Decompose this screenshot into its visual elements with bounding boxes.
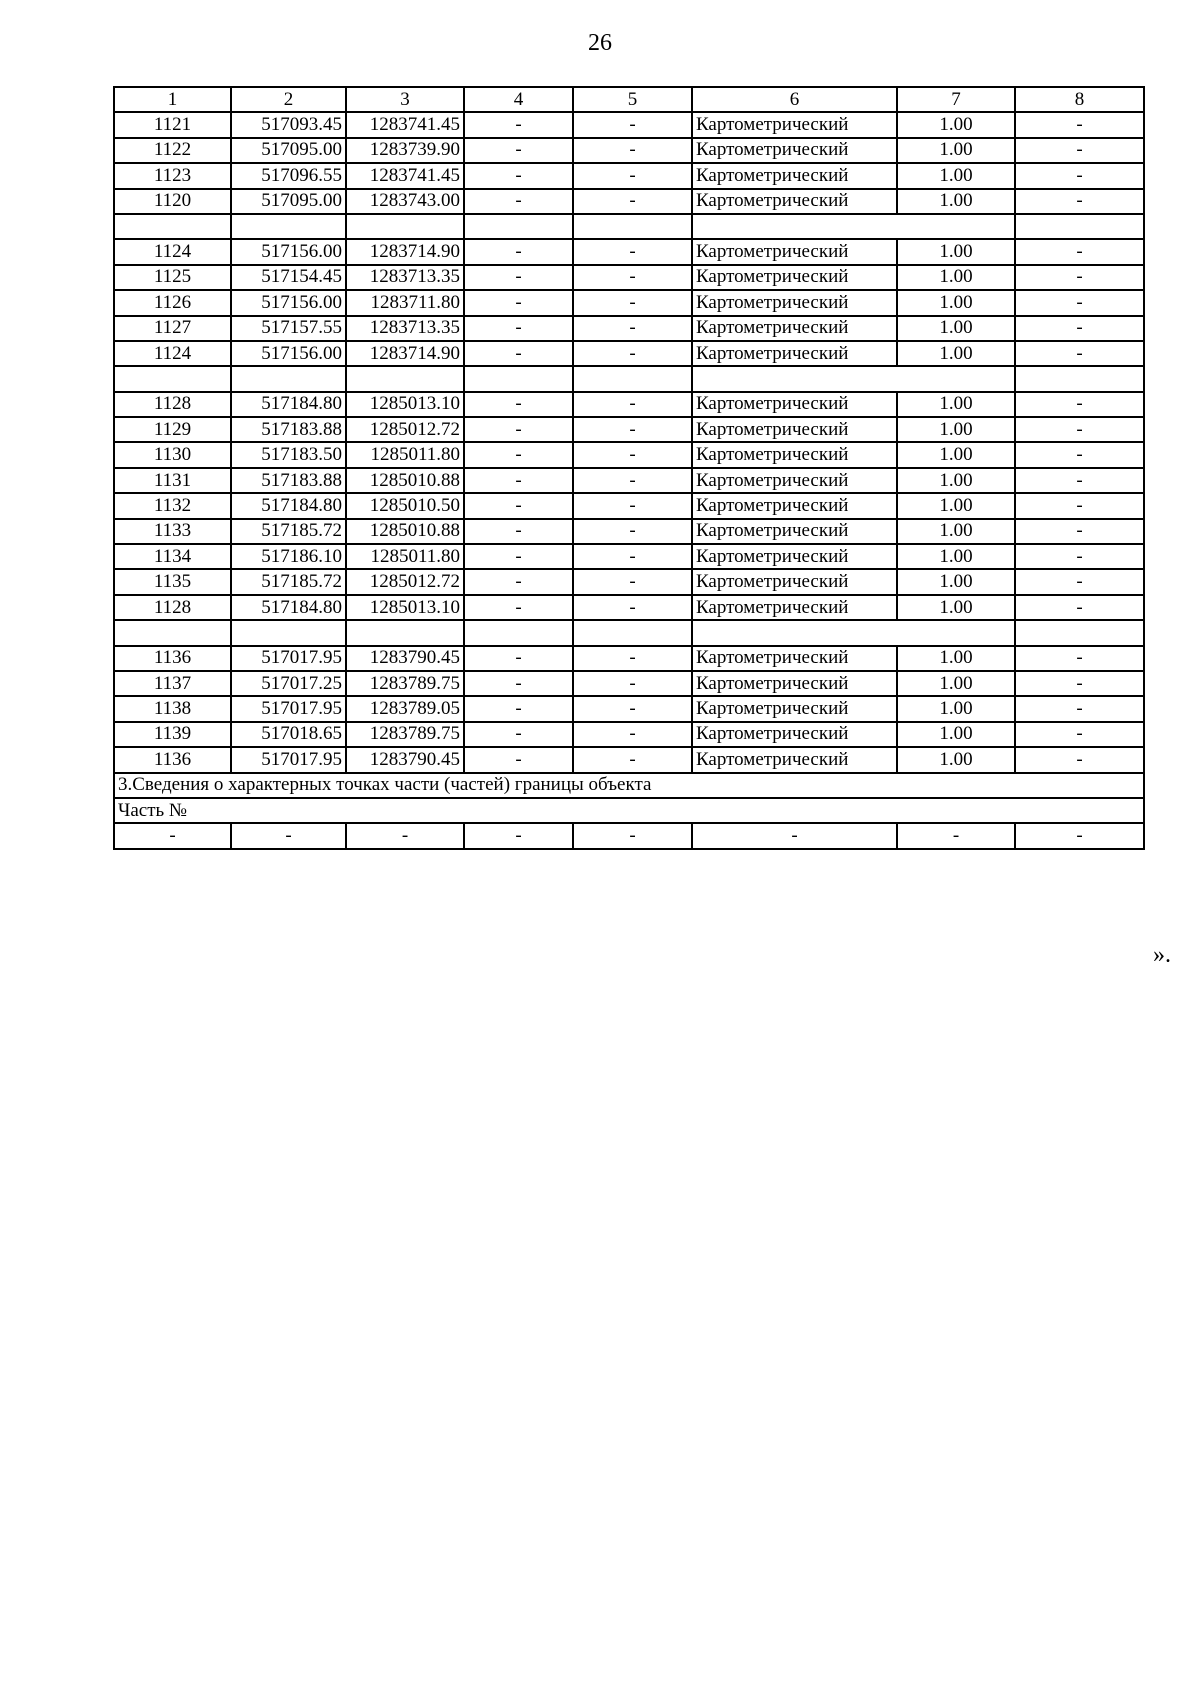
x-coordinate: 517183.88 [231,468,346,493]
table-row [114,417,1144,442]
accuracy: 1.00 [897,544,1015,569]
col-4: - [464,163,573,188]
accuracy: 1.00 [897,519,1015,544]
col-5: - [573,646,692,671]
col-5: - [573,595,692,620]
col-8: - [1015,189,1144,214]
y-coordinate: 1283711.80 [346,290,464,315]
empty-value-cell: - [346,823,464,848]
col-8: - [1015,671,1144,696]
point-number: 1126 [114,290,231,315]
method: Картометрический [692,493,897,518]
empty-cell [464,366,573,391]
table-row [114,138,1144,163]
empty-cell [573,620,692,645]
empty-cell [464,620,573,645]
y-coordinate: 1283713.35 [346,265,464,290]
method: Картометрический [692,138,897,163]
x-coordinate: 517185.72 [231,519,346,544]
y-coordinate: 1283739.90 [346,138,464,163]
x-coordinate: 517183.88 [231,417,346,442]
x-coordinate: 517156.00 [231,239,346,264]
x-coordinate: 517184.80 [231,392,346,417]
col-8: - [1015,112,1144,137]
col-4: - [464,519,573,544]
group-separator-row [114,214,1144,239]
col-8: - [1015,595,1144,620]
col-5: - [573,696,692,721]
point-number: 1128 [114,392,231,417]
header-cell: 6 [692,87,897,112]
table-row [114,671,1144,696]
y-coordinate: 1285013.10 [346,392,464,417]
method: Картометрический [692,316,897,341]
point-number: 1121 [114,112,231,137]
y-coordinate: 1283741.45 [346,163,464,188]
col-5: - [573,392,692,417]
header-cell: 7 [897,87,1015,112]
col-8: - [1015,341,1144,366]
accuracy: 1.00 [897,468,1015,493]
closing-quote: ». [1153,942,1171,968]
y-coordinate: 1283789.05 [346,696,464,721]
section-3-title: 3.Сведения о характерных точках части (частей) границы объекта [114,773,1144,798]
col-5: - [573,569,692,594]
empty-cell [346,366,464,391]
table-row [114,442,1144,467]
accuracy: 1.00 [897,442,1015,467]
empty-cell [464,214,573,239]
method: Картометрический [692,671,897,696]
method: Картометрический [692,392,897,417]
method: Картометрический [692,468,897,493]
method: Картометрический [692,239,897,264]
accuracy: 1.00 [897,239,1015,264]
method: Картометрический [692,189,897,214]
col-5: - [573,493,692,518]
method: Картометрический [692,595,897,620]
y-coordinate: 1285010.50 [346,493,464,518]
x-coordinate: 517018.65 [231,722,346,747]
group-separator-row [114,366,1144,391]
table-row [114,696,1144,721]
accuracy: 1.00 [897,671,1015,696]
table-row [114,747,1144,772]
y-coordinate: 1283714.90 [346,341,464,366]
x-coordinate: 517183.50 [231,442,346,467]
col-4: - [464,392,573,417]
y-coordinate: 1285010.88 [346,468,464,493]
empty-cell [114,366,231,391]
col-4: - [464,239,573,264]
header-cell: 1 [114,87,231,112]
method: Картометрический [692,519,897,544]
empty-cell [692,214,1015,239]
x-coordinate: 517156.00 [231,341,346,366]
table-row [114,493,1144,518]
point-number: 1131 [114,468,231,493]
x-coordinate: 517095.00 [231,189,346,214]
accuracy: 1.00 [897,290,1015,315]
empty-value-cell: - [573,823,692,848]
point-number: 1136 [114,747,231,772]
col-8: - [1015,696,1144,721]
point-number: 1138 [114,696,231,721]
accuracy: 1.00 [897,493,1015,518]
point-number: 1137 [114,671,231,696]
header-cell: 3 [346,87,464,112]
x-coordinate: 517017.95 [231,646,346,671]
table-row [114,646,1144,671]
col-5: - [573,163,692,188]
method: Картометрический [692,265,897,290]
header-cell: 5 [573,87,692,112]
y-coordinate: 1283714.90 [346,239,464,264]
col-5: - [573,519,692,544]
page-number: 26 [588,30,612,56]
x-coordinate: 517095.00 [231,138,346,163]
col-5: - [573,112,692,137]
y-coordinate: 1285010.88 [346,519,464,544]
col-8: - [1015,468,1144,493]
empty-cell [114,214,231,239]
col-5: - [573,341,692,366]
method: Картометрический [692,722,897,747]
x-coordinate: 517185.72 [231,569,346,594]
empty-value-cell: - [464,823,573,848]
method: Картометрический [692,163,897,188]
y-coordinate: 1285011.80 [346,544,464,569]
y-coordinate: 1283789.75 [346,722,464,747]
header-row [114,87,1144,112]
col-4: - [464,316,573,341]
y-coordinate: 1283741.45 [346,112,464,137]
accuracy: 1.00 [897,722,1015,747]
point-number: 1127 [114,316,231,341]
method: Картометрический [692,696,897,721]
empty-cell [346,620,464,645]
part-number-row [114,798,1144,823]
method: Картометрический [692,341,897,366]
accuracy: 1.00 [897,696,1015,721]
table-row [114,290,1144,315]
col-8: - [1015,442,1144,467]
col-5: - [573,442,692,467]
col-8: - [1015,138,1144,163]
col-5: - [573,747,692,772]
empty-cell [1015,214,1144,239]
method: Картометрический [692,569,897,594]
section-3-title-row [114,773,1144,798]
col-8: - [1015,544,1144,569]
col-4: - [464,747,573,772]
col-5: - [573,671,692,696]
x-coordinate: 517156.00 [231,290,346,315]
col-5: - [573,316,692,341]
point-number: 1134 [114,544,231,569]
y-coordinate: 1283790.45 [346,747,464,772]
col-5: - [573,138,692,163]
point-number: 1120 [114,189,231,214]
x-coordinate: 517017.95 [231,747,346,772]
y-coordinate: 1285012.72 [346,569,464,594]
accuracy: 1.00 [897,189,1015,214]
point-number: 1136 [114,646,231,671]
table-row [114,189,1144,214]
col-5: - [573,265,692,290]
table-row [114,316,1144,341]
col-4: - [464,442,573,467]
col-4: - [464,138,573,163]
empty-cell [231,620,346,645]
method: Картометрический [692,544,897,569]
col-8: - [1015,265,1144,290]
point-number: 1133 [114,519,231,544]
col-4: - [464,468,573,493]
col-5: - [573,468,692,493]
col-8: - [1015,747,1144,772]
col-8: - [1015,392,1144,417]
empty-values-row [114,823,1144,848]
empty-value-cell: - [114,823,231,848]
method: Картометрический [692,290,897,315]
table-row [114,722,1144,747]
y-coordinate: 1283789.75 [346,671,464,696]
method: Картометрический [692,747,897,772]
x-coordinate: 517184.80 [231,493,346,518]
accuracy: 1.00 [897,138,1015,163]
point-number: 1130 [114,442,231,467]
method: Картометрический [692,442,897,467]
col-4: - [464,722,573,747]
accuracy: 1.00 [897,569,1015,594]
col-8: - [1015,316,1144,341]
col-4: - [464,671,573,696]
table-row [114,163,1144,188]
y-coordinate: 1283790.45 [346,646,464,671]
accuracy: 1.00 [897,595,1015,620]
point-number: 1135 [114,569,231,594]
table-row [114,239,1144,264]
col-5: - [573,417,692,442]
empty-cell [573,366,692,391]
empty-cell [231,214,346,239]
table-row [114,544,1144,569]
point-number: 1124 [114,341,231,366]
x-coordinate: 517186.10 [231,544,346,569]
accuracy: 1.00 [897,646,1015,671]
table-row [114,341,1144,366]
empty-value-cell: - [897,823,1015,848]
col-4: - [464,189,573,214]
table-row [114,112,1144,137]
table-row [114,468,1144,493]
col-4: - [464,112,573,137]
table-row [114,392,1144,417]
empty-cell [573,214,692,239]
y-coordinate: 1283743.00 [346,189,464,214]
x-coordinate: 517017.95 [231,696,346,721]
table-row [114,569,1144,594]
header-cell: 4 [464,87,573,112]
col-4: - [464,544,573,569]
empty-cell [346,214,464,239]
point-number: 1128 [114,595,231,620]
col-8: - [1015,722,1144,747]
col-5: - [573,189,692,214]
col-8: - [1015,290,1144,315]
method: Картометрический [692,112,897,137]
x-coordinate: 517157.55 [231,316,346,341]
method: Картометрический [692,417,897,442]
empty-cell [231,366,346,391]
col-4: - [464,696,573,721]
point-number: 1123 [114,163,231,188]
x-coordinate: 517184.80 [231,595,346,620]
x-coordinate: 517096.55 [231,163,346,188]
empty-value-cell: - [231,823,346,848]
accuracy: 1.00 [897,341,1015,366]
empty-cell [692,620,1015,645]
y-coordinate: 1285013.10 [346,595,464,620]
empty-value-cell: - [692,823,897,848]
method: Картометрический [692,646,897,671]
y-coordinate: 1285011.80 [346,442,464,467]
table-row [114,265,1144,290]
empty-cell [1015,366,1144,391]
col-4: - [464,595,573,620]
col-8: - [1015,569,1144,594]
col-4: - [464,265,573,290]
point-number: 1132 [114,493,231,518]
empty-cell [1015,620,1144,645]
col-8: - [1015,519,1144,544]
accuracy: 1.00 [897,163,1015,188]
col-8: - [1015,646,1144,671]
col-5: - [573,290,692,315]
header-cell: 2 [231,87,346,112]
table-row [114,519,1144,544]
characteristic-points-table [113,86,1145,850]
table-row [114,595,1144,620]
x-coordinate: 517017.25 [231,671,346,696]
point-number: 1124 [114,239,231,264]
accuracy: 1.00 [897,112,1015,137]
col-8: - [1015,493,1144,518]
col-4: - [464,646,573,671]
empty-cell [692,366,1015,391]
col-5: - [573,239,692,264]
empty-value-cell: - [1015,823,1144,848]
header-cell: 8 [1015,87,1144,112]
col-4: - [464,290,573,315]
empty-cell [114,620,231,645]
point-number: 1125 [114,265,231,290]
x-coordinate: 517154.45 [231,265,346,290]
group-separator-row [114,620,1144,645]
point-number: 1139 [114,722,231,747]
y-coordinate: 1283713.35 [346,316,464,341]
x-coordinate: 517093.45 [231,112,346,137]
col-4: - [464,493,573,518]
accuracy: 1.00 [897,265,1015,290]
part-number-label: Часть № [114,798,1144,823]
col-8: - [1015,163,1144,188]
col-5: - [573,722,692,747]
col-4: - [464,341,573,366]
col-4: - [464,417,573,442]
point-number: 1122 [114,138,231,163]
accuracy: 1.00 [897,417,1015,442]
col-8: - [1015,239,1144,264]
col-5: - [573,544,692,569]
col-8: - [1015,417,1144,442]
accuracy: 1.00 [897,316,1015,341]
y-coordinate: 1285012.72 [346,417,464,442]
col-4: - [464,569,573,594]
accuracy: 1.00 [897,392,1015,417]
point-number: 1129 [114,417,231,442]
accuracy: 1.00 [897,747,1015,772]
